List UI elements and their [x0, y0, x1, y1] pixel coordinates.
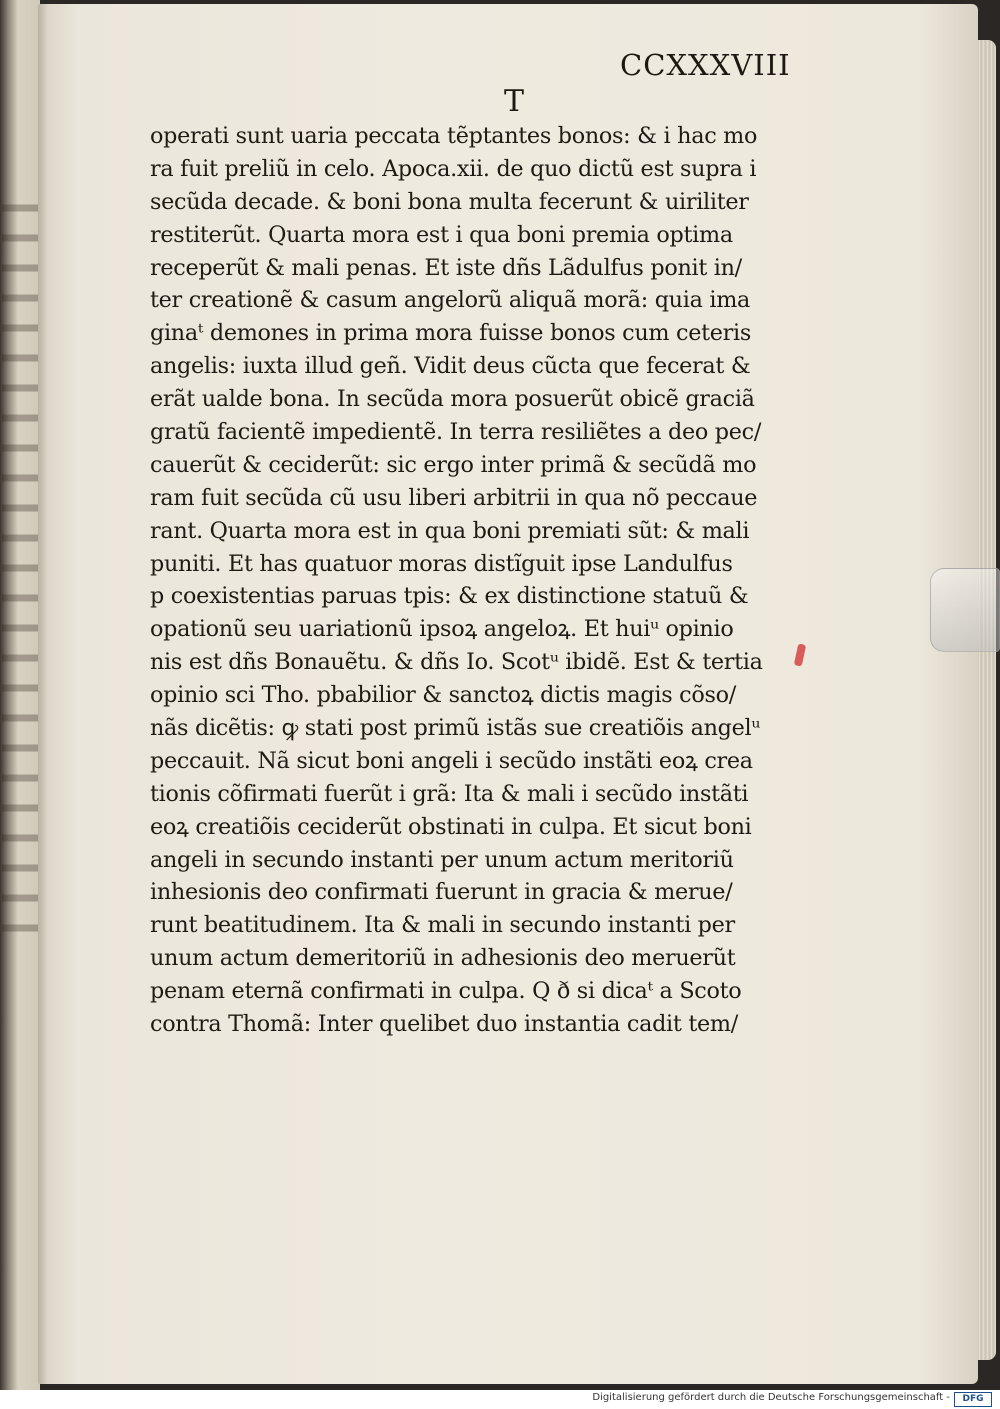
text-line: cauerũt & ceciderũt: sic ergo inter primã & secũdã mo [150, 451, 757, 478]
text-line: opinio sci Tho. pbabilior & sanctoꝝ dictis magis cõso/ [150, 682, 736, 709]
text-line: runt beatitudinem. Ita & mali in secundo instanti per [150, 912, 735, 939]
signature-mark: T [504, 84, 525, 119]
text-line: secũda decade. & boni bona multa fecerunt & uiriliter [150, 188, 749, 215]
text-line: peccauit. Nã sicut boni angeli i secũdo instãti eoꝝ crea [150, 747, 753, 774]
text-line: unum actum demeritoriũ in adhesionis deo meruerũt [150, 945, 736, 972]
text-line: eoꝝ creatiõis ceciderũt obstinati in culpa. Et sicut boni [150, 813, 752, 840]
text-line: p coexistentias paruas tpis: & ex distinctione statuũ & [150, 583, 749, 610]
text-line: angelis: iuxta illud geñ. Vidit deus cũcta que fecerat & [150, 353, 751, 380]
left-page-edge [0, 0, 40, 1390]
text-line: inhesionis deo confirmati fuerunt in gracia & merue/ [150, 879, 733, 906]
text-line: ra fuit preliũ in celo. Apoca.xii. de quo dictũ est supra i [150, 155, 757, 182]
text-line: opationũ seu uariationũ ipsoꝝ angeloꝝ. Et huiᵘ opinio [150, 616, 734, 643]
text-line: puniti. Et has quatuor moras distĩguit ipse Landulfus [150, 550, 733, 577]
text-line: tionis cõfirmati fuerũt i grã: Ita & mali i secũdo instãti [150, 780, 749, 807]
text-line: erãt ualde bona. In secũda mora posuerũt obicẽ graciã [150, 386, 755, 413]
text-line: operati sunt uaria peccata tẽptantes bonos: & i hac mo [150, 123, 758, 149]
footer-bar [0, 1390, 1000, 1409]
funding-credit: Digitalisierung gefördert durch die Deutsche Forschungsgemeinschaft - [592, 1392, 950, 1403]
text-line: nãs dicẽtis: ꝙ stati post primũ istãs sue creatiõis angelᵘ [150, 715, 760, 742]
left-page-text-fragment [2, 190, 38, 950]
text-line: ter creationẽ & casum angelorũ aliquã morã: quia ima [150, 287, 751, 314]
text-line: ginaᵗ demones in prima mora fuisse bonos cum ceteris [150, 320, 752, 347]
text-line: angeli in secundo instanti per unum actum meritoriũ [150, 846, 734, 873]
text-line: penam eternã confirmati in culpa. Q ð si dicaᵗ a Scoto [150, 978, 742, 1005]
text-line: gratũ facientẽ impedientẽ. In terra resiliẽtes a deo pec/ [150, 419, 762, 446]
text-line: restiterũt. Quarta mora est i qua boni premia optima [150, 221, 733, 248]
text-line: rant. Quarta mora est in qua boni premiati sũt: & mali [150, 517, 750, 544]
text-block [150, 120, 810, 1041]
text-line: ram fuit secũda cũ usu liberi arbitrii in qua nõ peccaue [150, 484, 758, 511]
text-line: receperũt & mali penas. Et iste dñs Lãdulfus ponit in/ [150, 254, 742, 281]
text-line: contra Thomã: Inter quelibet duo instantia cadit tem/ [150, 1011, 738, 1038]
page-clip [930, 568, 1000, 652]
dfg-logo: DFG [954, 1392, 992, 1407]
right-page [38, 4, 978, 1384]
folio-number: CCXXXVIII [620, 48, 791, 82]
text-line: nis est dñs Bonauẽtu. & dñs Io. Scotᵘ ibidẽ. Est & tertia [150, 649, 763, 676]
